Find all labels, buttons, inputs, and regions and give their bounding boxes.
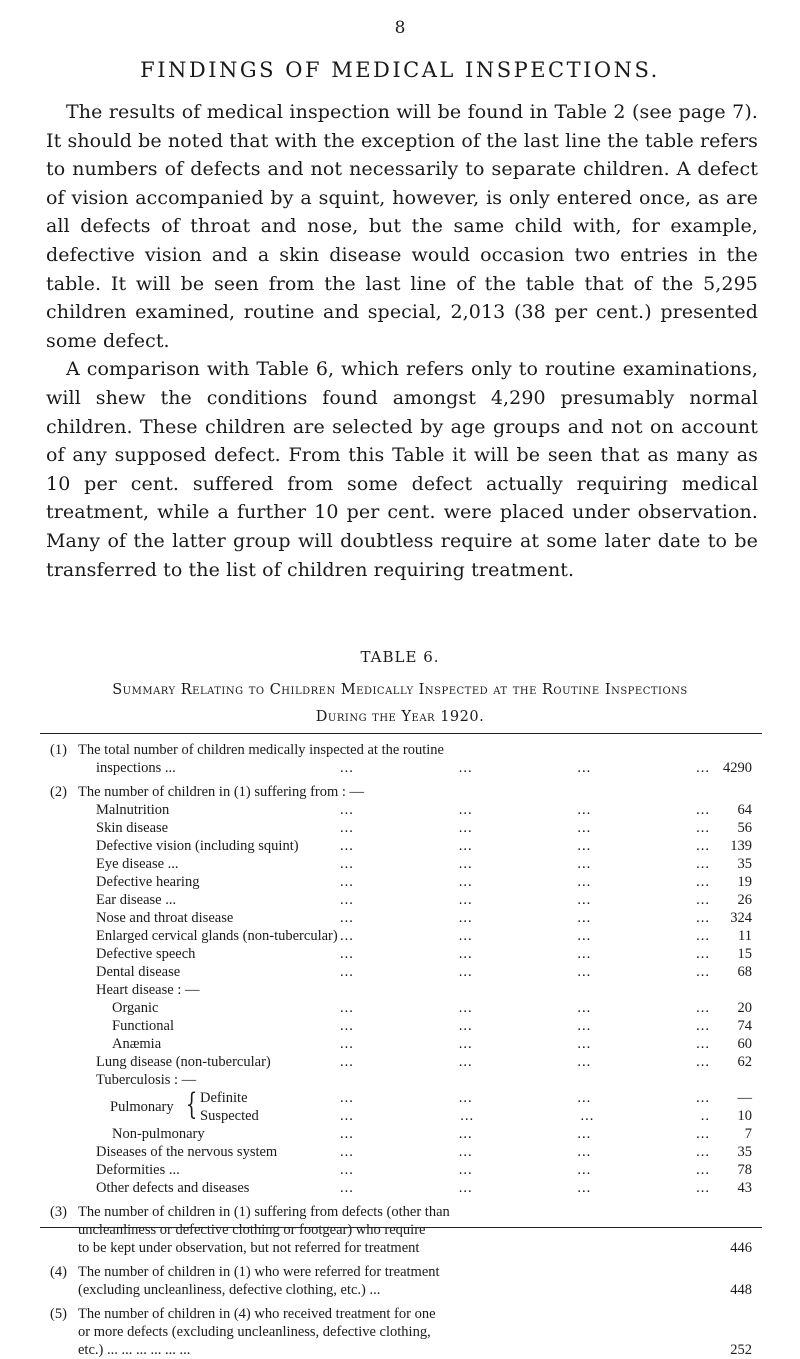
table-item-3: [40, 1203, 762, 1257]
item-number: (5): [50, 1306, 67, 1322]
table-row: [40, 741, 762, 759]
item-text: The number of children in (1) suffering from : —: [78, 784, 365, 800]
table-bottom-rule: [40, 1227, 762, 1228]
condition-label: Eye disease ...: [96, 856, 179, 872]
condition-label: Tuberculosis : —: [96, 1072, 197, 1088]
item-number: (4): [50, 1264, 67, 1280]
condition-value: 35: [737, 1144, 752, 1160]
definite-label: Definite: [200, 1090, 248, 1106]
leader-dots: ... ... ... ...: [340, 1144, 710, 1160]
table-row: [40, 1179, 762, 1197]
body-text: [46, 98, 758, 584]
condition-label: Anæmia: [112, 1036, 162, 1052]
table-top-rule: [40, 733, 762, 734]
table-row: [40, 963, 762, 981]
leader-dots: ... ... ... ...: [340, 856, 710, 872]
condition-label: Ear disease ...: [96, 892, 177, 908]
condition-label: Defective hearing: [96, 874, 200, 890]
conditions-list: [40, 801, 762, 1089]
leader-dots: ... ... ... ...: [340, 820, 710, 836]
item-text: uncleanliness or defective clothing or footgear) who require: [78, 1222, 426, 1238]
page-heading: FINDINGS OF MEDICAL INSPECTIONS.: [140, 58, 660, 82]
item-number: (1): [50, 742, 67, 758]
summary-table: [40, 741, 762, 1359]
table-item-5: [40, 1305, 762, 1359]
item-value: 252: [730, 1342, 752, 1358]
leader-dots: ... ... ... ...: [340, 910, 710, 926]
table-row: [40, 891, 762, 909]
item-text: to be kept under observation, but not referred for treatment: [78, 1240, 420, 1256]
table-caption: [0, 677, 800, 731]
condition-value: 35: [737, 856, 752, 872]
item-value: 446: [730, 1240, 752, 1256]
condition-label: Enlarged cervical glands (non-tubercular): [96, 928, 338, 944]
condition-label: Malnutrition: [96, 802, 170, 818]
table-title: TABLE 6.: [360, 648, 440, 666]
item-number: (3): [50, 1204, 67, 1220]
item-value: 4290: [723, 760, 752, 776]
leader-dots: ... ... ... ...: [340, 760, 710, 776]
condition-value: 19: [737, 874, 752, 890]
condition-label: Organic: [112, 1000, 159, 1016]
condition-label: Heart disease : —: [96, 982, 200, 998]
leader-dots: ... ... ... ..: [340, 1108, 710, 1124]
caption-line-1: Summary Relating to Children Medically Inspected at the Routine Inspections: [112, 682, 688, 698]
item-text: The number of children in (1) who were referred for treatment: [78, 1264, 440, 1280]
table-row: [40, 759, 762, 777]
table-item-4: [40, 1263, 762, 1299]
caption-line-2: During the Year 1920.: [315, 709, 485, 725]
table-row: [40, 819, 762, 837]
condition-label: Other defects and diseases: [96, 1180, 250, 1196]
definite-value: —: [737, 1090, 752, 1106]
table-row: [40, 837, 762, 855]
table-row: [40, 1053, 762, 1071]
leader-dots: ... ... ... ...: [340, 928, 710, 944]
leader-dots: ... ... ... ...: [340, 1162, 710, 1178]
condition-value: 139: [730, 838, 752, 854]
suspected-label: Suspected: [200, 1108, 259, 1124]
condition-value: 78: [737, 1162, 752, 1178]
table-row: [40, 1017, 762, 1035]
leader-dots: ... ... ... ...: [340, 1180, 710, 1196]
item-text: or more defects (excluding uncleanliness, defective clothing,: [78, 1324, 431, 1340]
condition-value: 15: [737, 946, 752, 962]
condition-value: 11: [738, 928, 752, 944]
pulmonary-label: Pulmonary: [110, 1099, 174, 1115]
item-text: The total number of children medically inspected at the routine: [78, 742, 444, 758]
condition-label: Dental disease: [96, 964, 181, 980]
brace: {: [185, 1087, 198, 1122]
condition-value: 26: [737, 892, 752, 908]
condition-label: Defective speech: [96, 946, 196, 962]
condition-label: Functional: [112, 1018, 175, 1034]
table-row: [40, 1071, 762, 1089]
leader-dots: ... ... ... ...: [340, 964, 710, 980]
pulmonary-group: [40, 1089, 762, 1125]
table-row: [40, 1035, 762, 1053]
condition-label: Defective vision (including squint): [96, 838, 299, 854]
conditions-list-after: [40, 1125, 762, 1197]
item-text: etc.) ... ... ... ... ... ...: [78, 1342, 191, 1358]
condition-value: 64: [737, 802, 752, 818]
table-row: [40, 927, 762, 945]
table-row: [40, 855, 762, 873]
table-row: [40, 909, 762, 927]
condition-label: Deformities ...: [96, 1162, 180, 1178]
item-text: inspections ...: [96, 760, 176, 776]
condition-label: Skin disease: [96, 820, 169, 836]
table-row: [40, 981, 762, 999]
item-value: 448: [730, 1282, 752, 1298]
table-row: [40, 801, 762, 819]
leader-dots: ... ... ... ...: [340, 1090, 710, 1106]
leader-dots: ... ... ... ...: [340, 1126, 710, 1142]
table-row: [40, 999, 762, 1017]
leader-dots: ... ... ... ...: [340, 892, 710, 908]
leader-dots: ... ... ... ...: [340, 1036, 710, 1052]
condition-label: Nose and throat disease: [96, 910, 234, 926]
paragraph-1: The results of medical inspection will be found in Table 2 (see page 7). It should be noted that with the exception of the last line the table refers to numbers of defects and not necessarily to separate children. A defect of vision accompanied by a squint, however, is only entered once, as are all defects of throat and nose, but the same child with, for example, defective vision and a skin disease would occasion two entries in the table. It will be seen from the last line of the table that of the 5,295 children examined, routine and special, 2,013 (38 per cent.) presented some defect.: [46, 101, 758, 352]
item-text: The number of children in (1) suffering from defects (other than: [78, 1204, 450, 1220]
condition-value: 43: [737, 1180, 752, 1196]
table-row: [40, 783, 762, 801]
condition-value: 68: [737, 964, 752, 980]
item-text: The number of children in (4) who received treatment for one: [78, 1306, 436, 1322]
table-row: [40, 873, 762, 891]
condition-value: 74: [737, 1018, 752, 1034]
suspected-value: 10: [737, 1108, 752, 1124]
leader-dots: ... ... ... ...: [340, 802, 710, 818]
table-row: [40, 945, 762, 963]
leader-dots: ... ... ... ...: [340, 838, 710, 854]
leader-dots: ... ... ... ...: [340, 946, 710, 962]
condition-value: 20: [737, 1000, 752, 1016]
item-number: (2): [50, 784, 67, 800]
condition-label: Diseases of the nervous system: [96, 1144, 278, 1160]
condition-value: 56: [737, 820, 752, 836]
condition-label: Non-pulmonary: [112, 1126, 205, 1142]
condition-label: Lung disease (non-tubercular): [96, 1054, 271, 1070]
table-row: [40, 1161, 762, 1179]
leader-dots: ... ... ... ...: [340, 1054, 710, 1070]
table-row: [40, 1125, 762, 1143]
paragraph-2: A comparison with Table 6, which refers only to routine examinations, will shew the conditions found amongst 4,290 presumably normal children. These children are selected by age groups and not on account of any supposed defect. From this Table it will be seen that as many as 10 per cent. suffered from some defect actually requiring medical treatment, while a further 10 per cent. were placed under observation. Many of the latter group will doubtless require at some later date to be transferred to the list of children requiring treatment.: [46, 358, 758, 581]
leader-dots: ... ... ... ...: [340, 1000, 710, 1016]
condition-value: 7: [744, 1126, 752, 1142]
leader-dots: ... ... ... ...: [340, 874, 710, 890]
leader-dots: ... ... ... ...: [340, 1018, 710, 1034]
condition-value: 324: [730, 910, 752, 926]
table-row: [40, 1143, 762, 1161]
page-number: 8: [394, 18, 406, 38]
condition-value: 60: [737, 1036, 752, 1052]
condition-value: 62: [737, 1054, 752, 1070]
item-text: (excluding uncleanliness, defective clothing, etc.) ...: [78, 1282, 381, 1298]
